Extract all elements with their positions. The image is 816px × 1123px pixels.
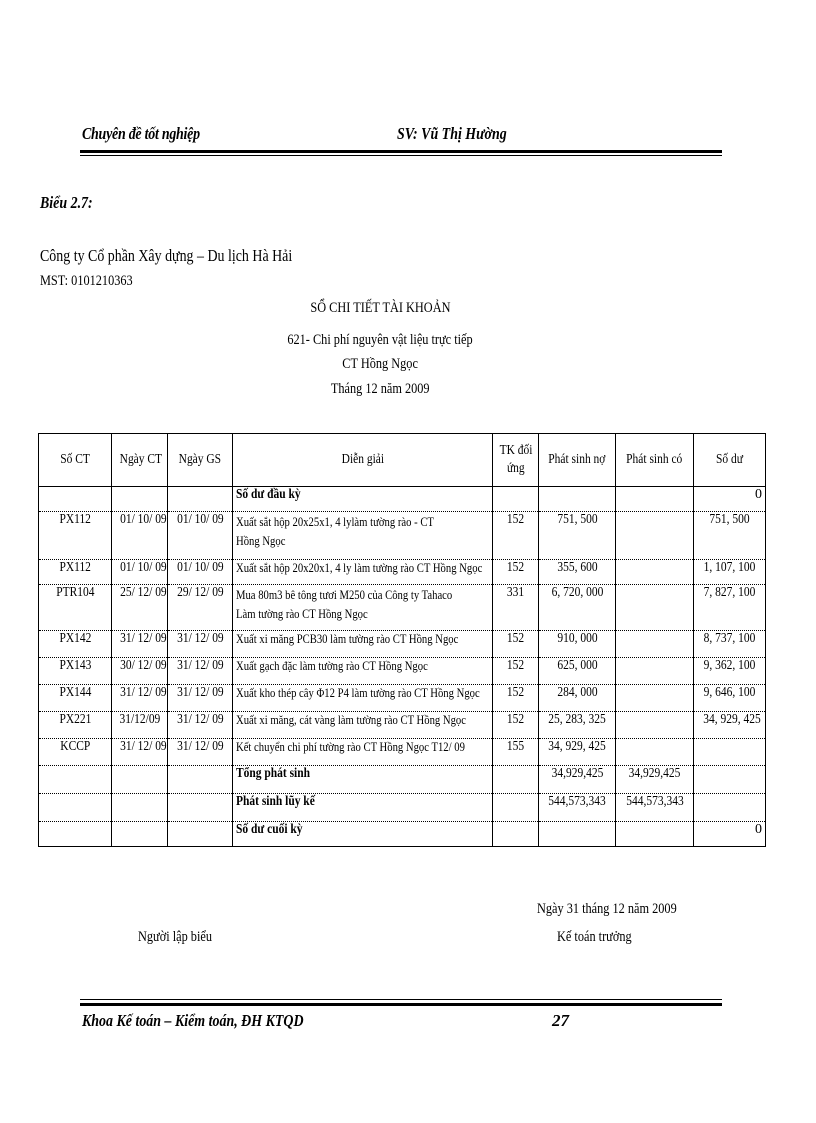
project-name: CT Hồng Ngọc [342, 356, 418, 372]
opening-label: Số dư đầu kỳ [236, 487, 301, 502]
account-name: 621- Chi phí nguyên vật liệu trực tiếp [287, 332, 473, 348]
col-header-no: Phát sinh nợ [539, 434, 616, 487]
table-header-row [39, 434, 766, 487]
col-header-dien-giai: Diễn giải [233, 434, 493, 487]
page-number: 27 [552, 1011, 569, 1030]
figure-label: Biểu 2.7: [40, 193, 93, 212]
total-row [39, 766, 766, 794]
footer-left: Khoa Kế toán – Kiểm toán, ĐH KTQD [82, 1011, 304, 1030]
col-header-ngay-gs: Ngày GS [168, 434, 233, 487]
ledger-title: SỔ CHI TIẾT TÀI KHOẢN [309, 300, 451, 316]
col-header-du: Số dư [694, 434, 766, 487]
ledger-table [38, 433, 766, 847]
closing-balance-row [39, 822, 766, 847]
header-rule-thin [80, 155, 722, 156]
period: Tháng 12 năm 2009 [330, 381, 430, 397]
opening-balance-row [39, 487, 766, 512]
col-header-tk: TK đối ứng [493, 434, 539, 487]
cumulative-label: Phát sinh lũy kế [236, 794, 315, 809]
table-row: PX143 30/ 12/ 09 31/ 12/ 09 Xuất gạch đặc làm tường rào CT Hồng Ngọc 152 625, 000 9, 362, 100 [39, 658, 766, 685]
header-left: Chuyên đề tốt nghiệp [82, 124, 200, 143]
col-header-so-ct: Số CT [39, 434, 112, 487]
header-rule [80, 150, 722, 153]
total-debit: 34,929,425 [551, 766, 603, 781]
closing-label: Số dư cuối kỳ [236, 822, 303, 837]
table-row: PTR104 25/ 12/ 09 29/ 12/ 09 Mua 80m3 bê tông tươi M250 của Công ty Tahaco Làm tường rào CT Hồng Ngọc 331 6, 720, 000 7, 827, 100 [39, 585, 766, 631]
company-name: Công ty Cổ phần Xây dựng – Du lịch Hà Hải [40, 246, 293, 265]
cumulative-credit: 544,573,343 [625, 794, 684, 809]
cumulative-row [39, 794, 766, 822]
company-tax-code: MST: 0101210363 [40, 273, 133, 289]
total-credit: 34,929,425 [628, 766, 681, 781]
table-row: PX142 31/ 12/ 09 31/ 12/ 09 Xuất xi măng PCB30 làm tường rào CT Hồng Ngọc 152 910, 000 8, 737, 100 [39, 631, 766, 658]
table-row: PX112 01/ 10/ 09 01/ 10/ 09 Xuất sắt hộp 20x25x1, 4 lylàm tường rào - CT Hồng Ngọc 152 751, 500 751, 500 [39, 512, 766, 560]
opening-balance: 0 [755, 487, 762, 502]
table-row: PX144 31/ 12/ 09 31/ 12/ 09 Xuất kho thép cây Φ12 P4 làm tường rào CT Hồng Ngọc 152 284, 000 9, 646, 100 [39, 685, 766, 712]
cumulative-debit: 544,573,343 [548, 794, 606, 809]
table-row: KCCP 31/ 12/ 09 31/ 12/ 09 Kết chuyển chi phí tường rào CT Hồng Ngọc T12/ 09 155 34, 929, 425 [39, 739, 766, 766]
closing-balance: 0 [755, 822, 762, 837]
preparer-label: Người lập biểu [138, 929, 212, 945]
table-row: PX112 01/ 10/ 09 01/ 10/ 09 Xuất sắt hộp 20x20x1, 4 ly làm tường rào CT Hồng Ngọc 152 355, 600 1, 107, 100 [39, 560, 766, 585]
signature-date: Ngày 31 tháng 12 năm 2009 [537, 901, 677, 917]
accountant-label: Kế toán trưởng [557, 929, 632, 945]
col-header-co: Phát sinh có [616, 434, 694, 487]
footer-rule [80, 1003, 722, 1006]
col-header-ngay-ct: Ngày CT [112, 434, 168, 487]
table-row: PX221 31/12/09 31/ 12/ 09 Xuất xi măng, cát vàng làm tường rào CT Hồng Ngọc 152 25, 283, 325 34, 929, 425 [39, 712, 766, 739]
total-label: Tổng phát sinh [236, 766, 311, 781]
footer-rule-thin [80, 999, 722, 1000]
header-right: SV: Vũ Thị Hường [397, 124, 507, 143]
